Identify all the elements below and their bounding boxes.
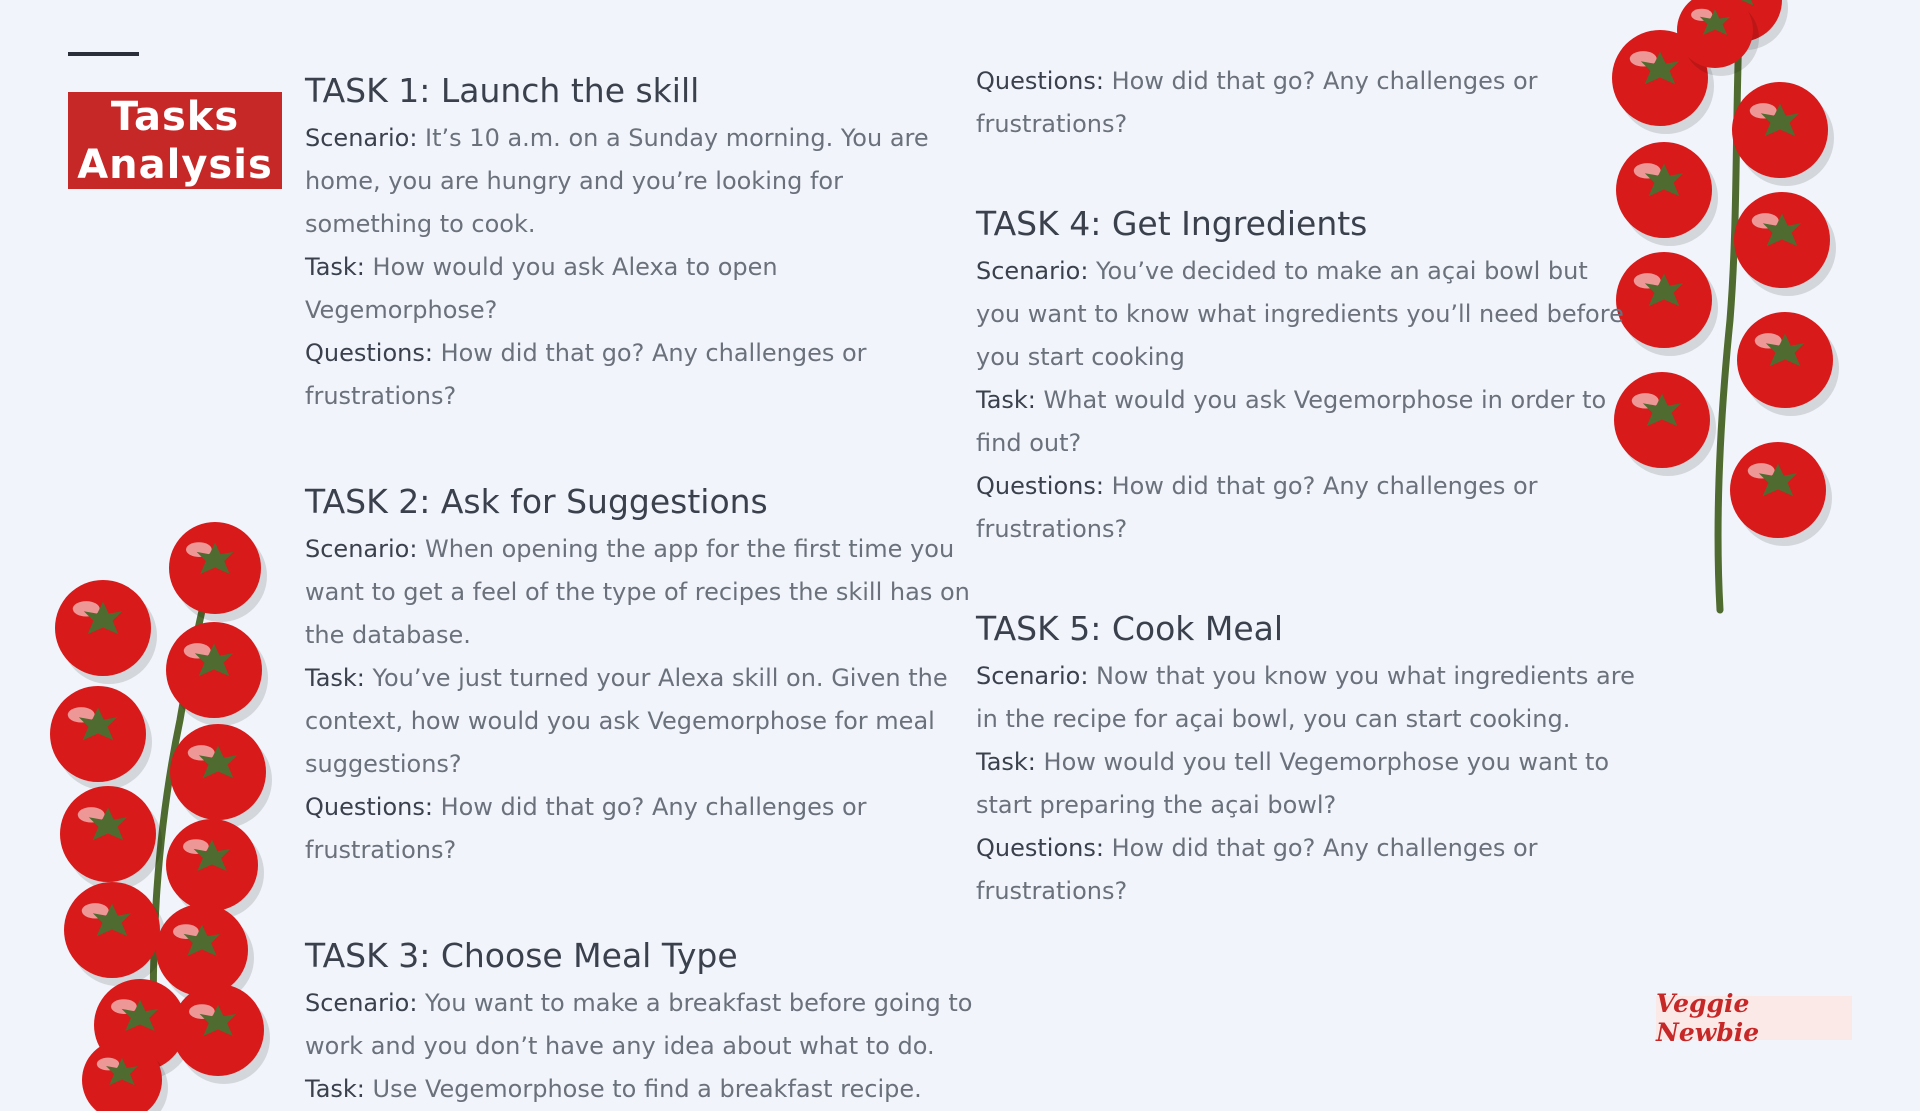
task-scenario xyxy=(976,655,1636,741)
line-label: Task: xyxy=(976,748,1036,776)
line-text: How would you tell Vegemorphose you want to start preparing the açai bowl? xyxy=(976,748,1610,819)
line-label: Scenario: xyxy=(976,662,1089,690)
line-label: Questions: xyxy=(305,793,433,821)
tomato-icon xyxy=(170,724,272,828)
tasks-column-left xyxy=(305,67,975,1111)
task-questions xyxy=(305,786,975,872)
task-title: TASK 3: Choose Meal Type xyxy=(305,936,738,975)
line-label: Task: xyxy=(305,1075,365,1103)
page-title-line-1: Tasks xyxy=(110,93,240,140)
line-label: Questions: xyxy=(305,339,433,367)
line-label: Scenario: xyxy=(976,257,1089,285)
tomato-icon xyxy=(50,686,152,790)
line-text: You want to make a breakfast before going to work and you don’t have any idea about what to do. xyxy=(305,989,973,1060)
task-title: TASK 2: Ask for Suggestions xyxy=(305,482,768,521)
line-label: Scenario: xyxy=(305,989,418,1017)
tomato-icon xyxy=(1737,312,1839,416)
line-label: Task: xyxy=(976,386,1036,414)
tomato-icon xyxy=(166,819,264,919)
line-text: How would you ask Alexa to open Vegemorphose? xyxy=(305,253,778,324)
task-title: TASK 5: Cook Meal xyxy=(976,609,1284,648)
line-text: How did that go? Any challenges or frustrations? xyxy=(305,339,867,410)
task-task xyxy=(976,741,1636,827)
tomato-icon xyxy=(1732,82,1834,186)
task-block-3 xyxy=(305,932,975,1111)
tomato-vine-right-icon xyxy=(1600,0,1860,620)
task-task xyxy=(305,246,975,332)
line-text: You’ve decided to make an açai bowl but you want to know what ingredients you’ll need before you start cooking xyxy=(976,257,1624,371)
line-text: Use Vegemorphose to find a breakfast recipe. xyxy=(364,1075,922,1103)
tasks-column-right xyxy=(976,60,1636,913)
task-title: TASK 4: Get Ingredients xyxy=(976,204,1368,243)
top-rule-divider xyxy=(68,52,139,56)
line-label: Questions: xyxy=(976,472,1104,500)
task-scenario xyxy=(305,528,975,657)
line-label: Scenario: xyxy=(305,535,418,563)
tomato-icon xyxy=(1730,442,1832,546)
tomato-icon xyxy=(60,786,162,890)
task-scenario xyxy=(305,117,975,246)
line-label: Task: xyxy=(305,664,365,692)
task-questions xyxy=(976,60,1636,146)
task-questions xyxy=(976,465,1636,551)
line-text: How did that go? Any challenges or frustrations? xyxy=(305,793,867,864)
line-text: Now that you know you what ingredients are in the recipe for açai bowl, you can start cooking. xyxy=(976,662,1635,733)
task-task xyxy=(305,657,975,786)
line-text: When opening the app for the first time you want to get a feel of the type of recipes the skill has on the database. xyxy=(305,535,970,649)
line-text: It’s 10 a.m. on a Sunday morning. You are home, you are hungry and you’re looking for something to cook. xyxy=(305,124,929,238)
task-title: TASK 1: Launch the skill xyxy=(305,71,700,110)
brand-logo-text: Veggie Newbie xyxy=(1656,989,1760,1047)
line-text: How did that go? Any challenges or frustrations? xyxy=(976,67,1538,138)
line-label: Task: xyxy=(305,253,365,281)
tomato-icon xyxy=(169,522,267,622)
task-task xyxy=(976,379,1636,465)
line-label: Scenario: xyxy=(305,124,418,152)
tomato-icon xyxy=(64,882,166,986)
tomato-vine-left-icon xyxy=(40,510,300,1080)
brand-logo xyxy=(1656,989,1852,1047)
line-label: Questions: xyxy=(976,834,1104,862)
task-questions xyxy=(305,332,975,418)
task-task xyxy=(305,1068,975,1111)
line-text: How did that go? Any challenges or frustrations? xyxy=(976,834,1538,905)
task-block-2 xyxy=(305,478,975,872)
page-title-line-2: Analysis xyxy=(77,141,273,188)
tomato-icon xyxy=(1734,192,1836,296)
task-questions xyxy=(976,827,1636,913)
vine-stem xyxy=(1718,0,1740,610)
task-scenario xyxy=(305,982,975,1068)
line-text: How did that go? Any challenges or frustrations? xyxy=(976,472,1538,543)
line-text: You’ve just turned your Alexa skill on. Given the context, how would you ask Vegemorphose for meal suggestions? xyxy=(305,664,948,778)
task-block-4 xyxy=(976,200,1636,551)
tomato-icon xyxy=(55,580,157,684)
task-scenario xyxy=(976,250,1636,379)
task-block-5 xyxy=(976,605,1636,913)
tomato-icon xyxy=(172,984,270,1084)
task-block-1 xyxy=(305,67,975,418)
line-text: What would you ask Vegemorphose in order to find out? xyxy=(976,386,1607,457)
page-title-badge xyxy=(68,92,282,189)
line-label: Questions: xyxy=(976,67,1104,95)
